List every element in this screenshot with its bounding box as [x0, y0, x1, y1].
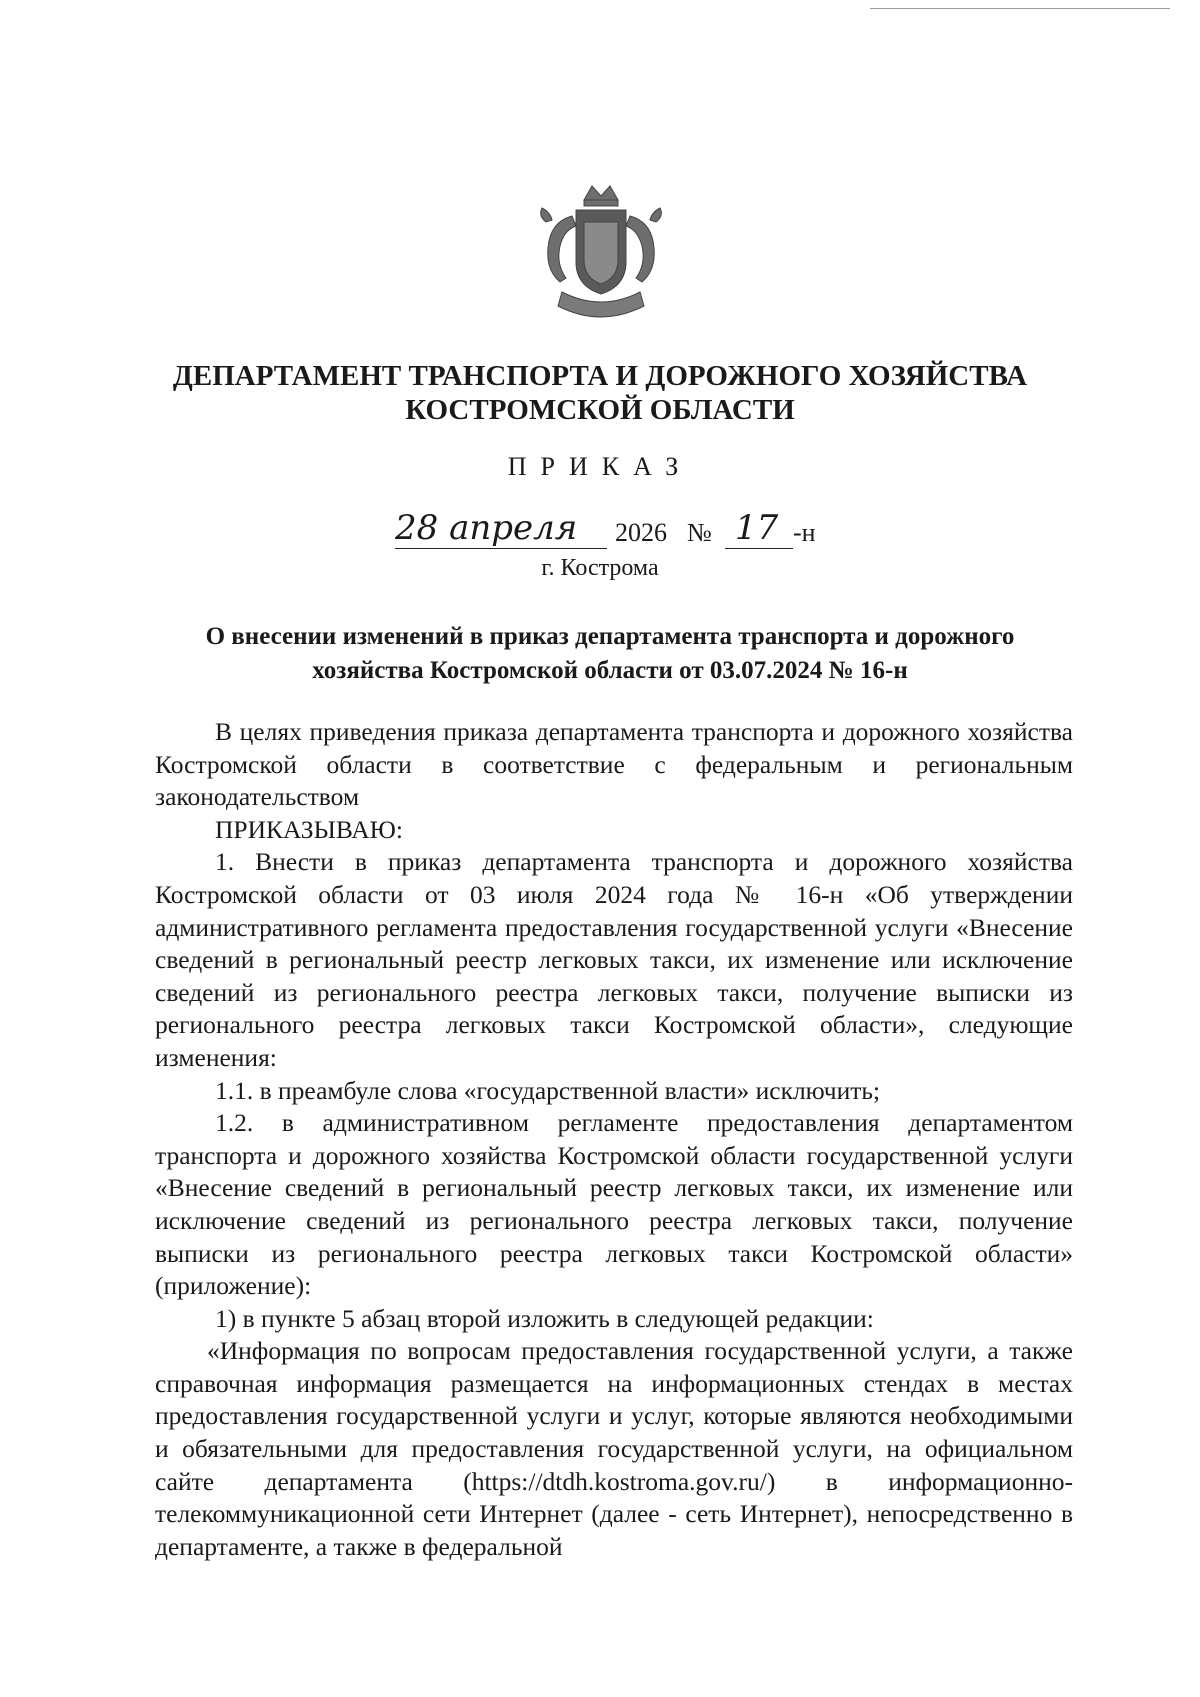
dateline — [395, 508, 855, 558]
city: г. Кострома — [541, 555, 659, 581]
handwritten-date: 28 апреля — [395, 508, 578, 548]
coat-of-arms-emblem — [532, 182, 670, 332]
item-1-2: 1.2. в административном регламенте предоставления департаментом транспорта и дорожного хозяйства Костромской области государственной услуги «Внесение сведений в региональный реестр легковых такси, их изменение или исключение сведений из регионального реестра легковых такси, получение выписки из регионального реестра легковых такси Костромской области» (приложение): — [155, 1108, 1073, 1301]
subject — [150, 620, 1070, 688]
document-type: ПРИКАЗ — [507, 452, 693, 481]
number-underline — [725, 548, 793, 549]
scan-artifact-line — [870, 8, 1170, 9]
quoted-paragraph: «Информация по вопросам предоставления государственной услуги, а также справочная информация размещается на информационных стендах в местах предоставления государственной услуги и услуг, которые являются необходимыми и обязательными для предоставления государственной услуги, на официальном сайте департамента (https://dtdh.kostroma.gov.ru/) в информационно-телекоммуникационной сети Интернет (далее - сеть Интернет), непосредственно в департаменте, а также в федеральной — [155, 1336, 1073, 1561]
organization-name-line1: ДЕПАРТАМЕНТ ТРАНСПОРТА И ДОРОЖНОГО ХОЗЯЙСТВА — [172, 360, 1028, 392]
order-word: ПРИКАЗЫВАЮ: — [215, 814, 403, 844]
handwritten-number: 17 — [735, 508, 779, 548]
subitem-1: 1) в пункте 5 абзац второй изложить в следующей редакции: — [215, 1303, 874, 1333]
item-1: 1. Внести в приказ департамента транспорта и дорожного хозяйства Костромской области от 03 июля 2024 года № 16-н «Об утверждении административного регламента предоставления государственной услуги «Внесение сведений в региональный реестр легковых такси, их изменение или исключение сведений из регионального реестра легковых такси, получение выписки из регионального реестра легковых такси Костромской области», следующие изменения: — [155, 847, 1073, 1072]
organization-name-line2: КОСТРОМСКОЙ ОБЛАСТИ — [405, 394, 795, 426]
year: 2026 — [615, 518, 667, 547]
body-text — [155, 716, 1073, 1563]
number-suffix: -н — [793, 518, 816, 547]
date-underline — [395, 548, 607, 549]
subject-line1: О внесении изменений в приказ департамента транспорта и дорожного — [205, 623, 1015, 650]
item-1-1: 1.1. в преамбуле слова «государственной власти» исключить; — [215, 1075, 881, 1105]
subject-line2: хозяйства Костромской области от 03.07.2024 № 16-н — [312, 657, 908, 684]
number-sign: № — [687, 518, 712, 547]
preamble-paragraph: В целях приведения приказа департамента транспорта и дорожного хозяйства Костромской области в соответствие с федеральным и региональным законодательством — [155, 717, 1073, 812]
